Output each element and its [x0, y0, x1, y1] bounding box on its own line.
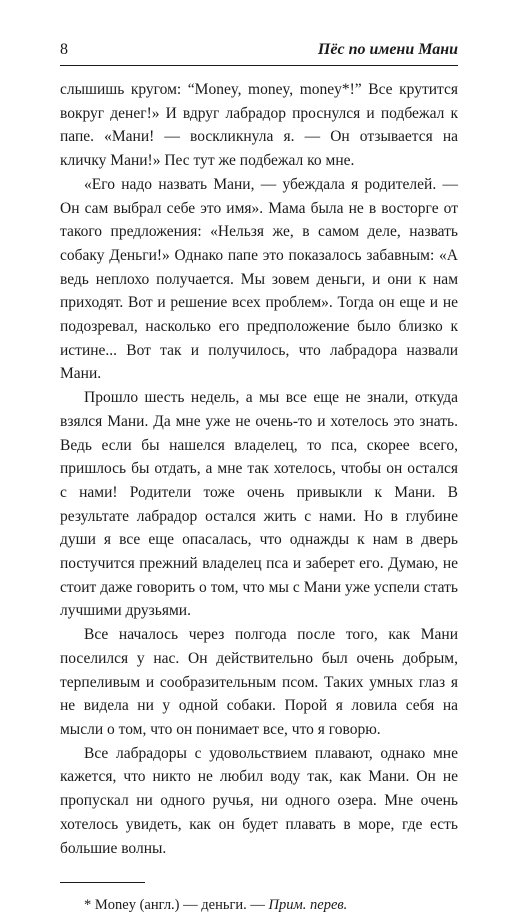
paragraph: слышишь кругом: “Money, money, money*!” Все крутится вокруг денег!» И вдруг лабрадор проснулся и подбежал к папе. «Мани! — воскликнула я. — Он отзывается на кличку Мани!» Пес тут же подбежал ко мне. — [60, 81, 458, 170]
book-page — [60, 40, 458, 915]
body-text — [60, 78, 458, 860]
header-rule — [60, 65, 458, 66]
paragraph: «Его надо назвать Мани, — убеждала я родителей. — Он сам выбрал себе это имя». Мама была не в восторге от такого предложения: «Нельзя же, в самом деле, назвать собаку Деньги!» Однако папе это показалось забавным: «А ведь неплохо получается. Мы зовем деньги, и они к нам приходят. Вот и решение всех проблем». Тогда он еще и не подозревал, насколько его предположение было близко к истине... Вот так и получилось, что лабрадора назвали Мани. — [60, 175, 458, 383]
footnote-text: * Money (англ.) — деньги. — — [84, 897, 269, 914]
page-number: 8 — [60, 41, 68, 58]
paragraph: Все началось через полгода после того, как Мани поселился у нас. Он действительно был очень добрым, терпеливым и сообразительным псом. Таких умных глаз я не видела ни у одной собаки. Порой я ловила себя на мысли о том, что он понимает все, что я говорю. — [60, 626, 458, 738]
footnote-rule — [60, 882, 145, 883]
paragraph: Все лабрадоры с удовольствием плавают, однако мне кажется, что никто не любил воду так, как Мани. Он не пропускал ни одного ручья, ни одного озера. Мне очень хотелось увидеть, как он будет плавать в море, где есть большие волны. — [60, 744, 458, 857]
paragraph: Прошло шесть недель, а мы все еще не знали, откуда взялся Мани. Да мне уже не очень-то и хотелось это знать. Ведь если бы нашелся владелец, то пса, скорее всего, пришлось бы отдать, а мне так хотелось, чтобы он остался с нами! Родители тоже очень привыкли к Мани. В результате лабрадор остался жить с нами. Но в глубине души я все еще опасалась, что однажды к нам в дверь постучится прежний владелец пса и заберет его. Думаю, не стоит даже говорить о том, что мы с Мани уже успели стать лучшими друзьями. — [60, 389, 458, 620]
footnote-translator-note: Прим. перев. — [268, 897, 348, 914]
book-title: Пёс по имени Мани — [317, 41, 458, 58]
running-head — [60, 40, 458, 62]
footnote — [60, 895, 458, 915]
